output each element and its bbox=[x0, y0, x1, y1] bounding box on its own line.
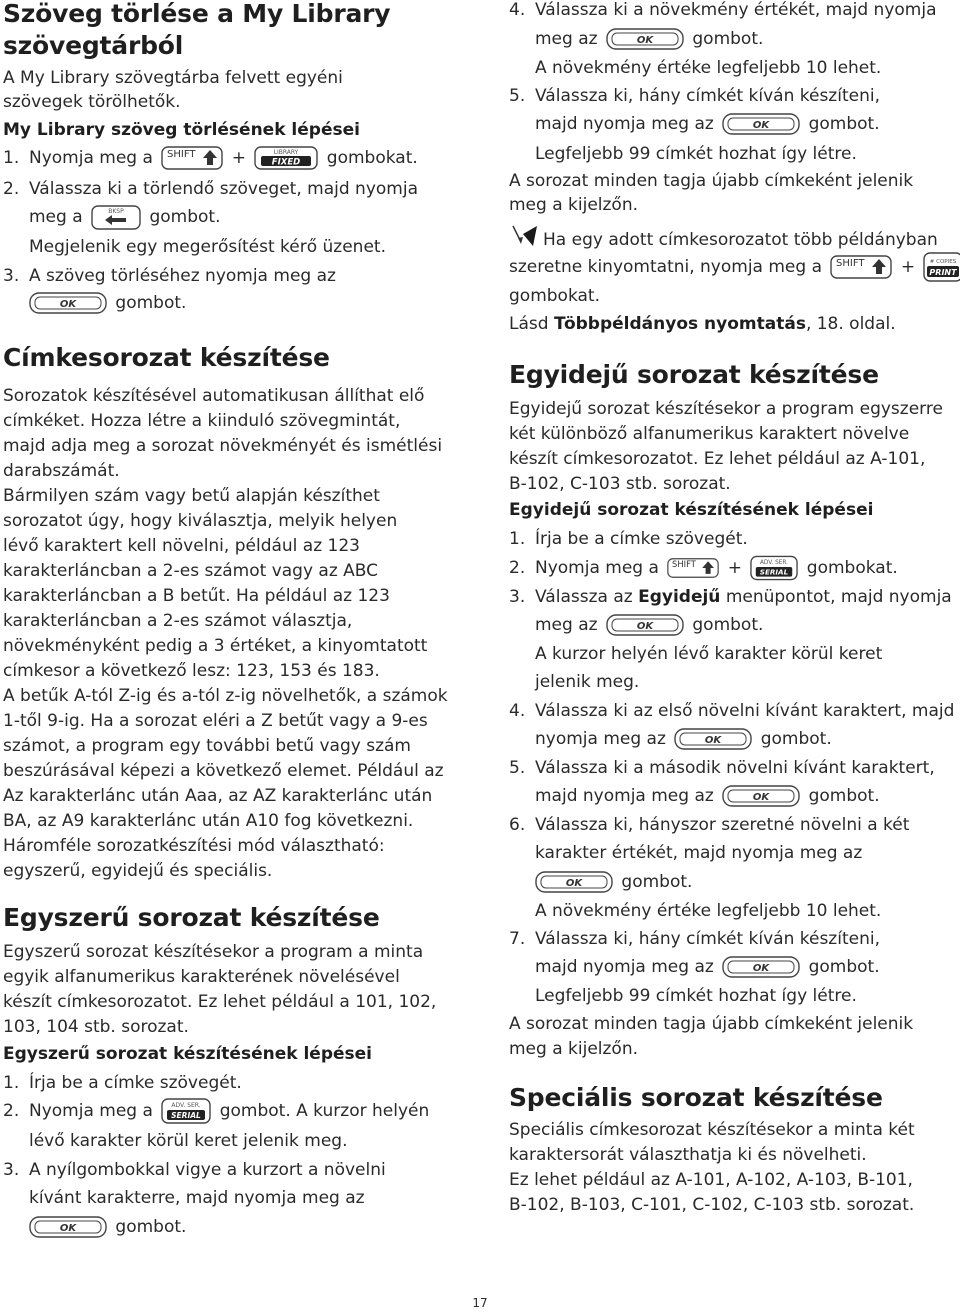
step-number: 3. bbox=[3, 266, 20, 286]
shift-key-icon bbox=[830, 255, 892, 279]
step-text: gombot. bbox=[808, 114, 880, 134]
step-text: gombot. A kurzor helyén bbox=[219, 1101, 430, 1121]
svg-text:LIBRARY: LIBRARY bbox=[274, 149, 299, 156]
section-title: Egyidejű sorozat készítése bbox=[509, 360, 879, 389]
text-line: egyszerű, egyidejű és speciális. bbox=[3, 861, 273, 881]
step-6 bbox=[509, 811, 960, 839]
section-title: Címkesorozat készítése bbox=[3, 343, 330, 372]
text-line: majd adja meg a sorozat növekményét és ismétlési bbox=[3, 436, 443, 456]
step-6-line3 bbox=[509, 868, 960, 896]
step-3-line2 bbox=[3, 1184, 459, 1212]
step-text: gombot. bbox=[692, 29, 764, 49]
svg-text:OK: OK bbox=[753, 963, 770, 974]
text-line: Egyszerű sorozat készítésekor a program a minta bbox=[3, 942, 424, 962]
step-3-line2 bbox=[509, 611, 960, 639]
plus-sign: + bbox=[900, 257, 916, 277]
text-line: 1-től 9-ig. Ha a sorozat eléri a Z betűt vagy a 9-es bbox=[3, 711, 428, 731]
paragraph bbox=[509, 1118, 915, 1218]
section-special-series bbox=[509, 1082, 957, 1215]
cross-reference: Többpéldányos nyomtatás bbox=[553, 314, 806, 334]
step-text: A növekmény értéke legfeljebb 10 lehet. bbox=[535, 901, 882, 921]
step-text: Megjelenik egy megerősítést kérő üzenet. bbox=[29, 237, 386, 257]
svg-text:PRINT: PRINT bbox=[929, 268, 958, 277]
step-text: lévő karakter körül keret jelenik meg. bbox=[29, 1131, 348, 1151]
step-text: Legfeljebb 99 címkét hozhat így létre. bbox=[535, 986, 857, 1006]
step-4-line2 bbox=[509, 25, 960, 53]
step-text: gombokat. bbox=[806, 558, 898, 578]
text-line: darabszámát. bbox=[3, 461, 120, 481]
step-6-line4 bbox=[509, 897, 960, 925]
text-line: számot, a program egy további betű vagy szám bbox=[3, 736, 411, 756]
step-7-line2 bbox=[509, 953, 960, 981]
step-text: meg az bbox=[535, 615, 598, 635]
paragraph bbox=[509, 397, 943, 497]
text-line: sorozatot úgy, hogy kiválasztja, melyik helyen bbox=[3, 511, 398, 531]
step-text: Válassza ki a törlendő szöveget, majd nyomja bbox=[29, 179, 418, 199]
ok-key-icon bbox=[29, 292, 107, 314]
section-simple-series bbox=[3, 902, 455, 1237]
svg-text:ADV. SER.: ADV. SER. bbox=[171, 1102, 201, 1109]
step-5-line3 bbox=[509, 140, 960, 168]
step-text: Válassza ki a második növelni kívánt karaktert, bbox=[535, 758, 935, 778]
text-line: A sorozat minden tagja újabb címkeként jelenik bbox=[509, 1014, 914, 1034]
section-title: Speciális sorozat készítése bbox=[509, 1083, 883, 1112]
text-line: A sorozat minden tagja újabb címkeként jelenik bbox=[509, 171, 914, 191]
text-line: lévő karaktert kell növelni, például az 123 bbox=[3, 536, 360, 556]
svg-text:SERIAL: SERIAL bbox=[760, 567, 789, 577]
step-text: Nyomja meg a bbox=[29, 148, 153, 168]
step-3-line4 bbox=[509, 668, 960, 696]
step-1 bbox=[509, 525, 960, 553]
text-line: címkéket. Hozza létre a kiinduló szövegmintát, bbox=[3, 411, 401, 431]
section-simultaneous-series bbox=[509, 359, 957, 1059]
plus-sign: + bbox=[727, 558, 742, 578]
text-line: két különböző alfanumerikus karaktert növelve bbox=[509, 424, 910, 444]
print-key-icon bbox=[923, 252, 960, 282]
step-7-line3 bbox=[509, 982, 960, 1010]
step-4-line3 bbox=[509, 54, 960, 82]
text-line: Egyidejű sorozat készítésekor a program egyszerre bbox=[509, 399, 943, 419]
text-line: készít címkesorozatot. Ez lehet például az A-101, bbox=[509, 449, 926, 469]
step-text: nyomja meg az bbox=[535, 729, 666, 749]
step-text: jelenik meg. bbox=[535, 672, 640, 692]
step-number: 4. bbox=[509, 0, 526, 20]
step-text: gombokat. bbox=[326, 148, 418, 168]
steps-heading: My Library szöveg törlésének lépései bbox=[3, 120, 360, 140]
step-text: Válassza az bbox=[535, 587, 633, 607]
step-number: 1. bbox=[3, 1073, 20, 1093]
steps-heading: Egyidejű sorozat készítésének lépései bbox=[509, 500, 874, 520]
text-line: meg a kijelzőn. bbox=[509, 1039, 639, 1059]
ok-key-icon bbox=[606, 28, 684, 50]
text-line: Sorozatok készítésével automatikusan állíthat elő bbox=[3, 386, 425, 406]
ok-key-icon bbox=[29, 1216, 107, 1238]
intro-line: szövegek törölhetők. bbox=[3, 92, 181, 112]
svg-text:SERIAL: SERIAL bbox=[171, 1111, 202, 1120]
step-2 bbox=[3, 175, 459, 203]
step-text: Nyomja meg a bbox=[535, 558, 659, 578]
step-text: A szöveg törléséhez nyomja meg az bbox=[29, 266, 336, 286]
section-title: Egyszerű sorozat készítése bbox=[3, 903, 380, 932]
tip-text: szeretne kinyomtatni, nyomja meg a bbox=[509, 257, 823, 277]
serial-key-icon bbox=[750, 555, 798, 581]
step-text: majd nyomja meg az bbox=[535, 957, 714, 977]
text-line: 103, 104 stb. sorozat. bbox=[3, 1017, 189, 1037]
ok-key-icon bbox=[722, 956, 800, 978]
svg-text:BKSP: BKSP bbox=[108, 207, 124, 215]
step-number: 2. bbox=[3, 1101, 20, 1121]
step-text: gombot. bbox=[808, 786, 880, 806]
step-text: gombot. bbox=[808, 957, 880, 977]
step-4 bbox=[509, 0, 960, 24]
menu-option-name: Egyidejű bbox=[638, 587, 721, 607]
step-3 bbox=[509, 583, 960, 611]
shift-key-icon bbox=[161, 146, 223, 170]
text-line: karakterláncban a 2-es számot vagy az ABC bbox=[3, 561, 379, 581]
tip-text: Lásd bbox=[509, 314, 549, 334]
step-3-line3 bbox=[509, 640, 960, 668]
step-text: menüpontot, majd nyomja bbox=[725, 587, 952, 607]
step-2-line3 bbox=[3, 233, 459, 261]
step-text: karakter értékét, majd nyomja meg az bbox=[535, 843, 863, 863]
text-line: Speciális címkesorozat készítésekor a minta két bbox=[509, 1120, 915, 1140]
step-text: Válassza ki, hány címkét kíván készíteni, bbox=[535, 86, 880, 106]
text-line: BA, az A9 karakterlánc után A10 fog következni. bbox=[3, 811, 414, 831]
paragraph bbox=[3, 940, 436, 1040]
step-text: majd nyomja meg az bbox=[535, 786, 714, 806]
paragraph bbox=[3, 384, 448, 884]
svg-text:OK: OK bbox=[59, 299, 77, 310]
intro-line: A My Library szövegtárba felvett egyéni bbox=[3, 68, 343, 88]
step-5-line2 bbox=[509, 110, 960, 138]
step-number: 3. bbox=[509, 587, 526, 607]
step-text: meg a bbox=[29, 207, 83, 227]
step-text: meg az bbox=[535, 29, 598, 49]
text-line: Ez lehet például az A-101, A-102, A-103, B-101, bbox=[509, 1170, 913, 1190]
step-text: Nyomja meg a bbox=[29, 1101, 153, 1121]
plus-sign: + bbox=[231, 148, 246, 168]
step-number: 1. bbox=[3, 148, 20, 168]
step-number: 1. bbox=[509, 529, 526, 549]
step-number: 7. bbox=[509, 929, 526, 949]
step-text: Válassza ki, hányszor szeretné növelni a két bbox=[535, 815, 910, 835]
text-line: karakterláncban a 2-es számot választja, bbox=[3, 611, 353, 631]
svg-text:FIXED: FIXED bbox=[272, 157, 301, 168]
step-2-line2 bbox=[3, 1127, 459, 1155]
section-title: Szöveg törlése a My Library bbox=[3, 0, 391, 28]
step-1 bbox=[3, 1069, 459, 1097]
step-text: gombot. bbox=[760, 729, 832, 749]
step-text: A kurzor helyén lévő karakter körül keret bbox=[535, 644, 883, 664]
step-2 bbox=[3, 1097, 469, 1125]
step-1 bbox=[3, 144, 459, 172]
ok-key-icon bbox=[722, 785, 800, 807]
step-text: A növekmény értéke legfeljebb 10 lehet. bbox=[535, 58, 882, 78]
step-4-line2 bbox=[509, 725, 960, 753]
svg-text:OK: OK bbox=[753, 792, 770, 803]
svg-text:OK: OK bbox=[636, 35, 654, 46]
step-number: 5. bbox=[509, 758, 526, 778]
svg-text:SHIFT: SHIFT bbox=[836, 258, 865, 269]
tip-line bbox=[509, 252, 960, 282]
step-text: A nyílgombokkal vigye a kurzort a növelni bbox=[29, 1160, 386, 1180]
step-2 bbox=[509, 554, 960, 582]
text-line: B-102, C-103 stb. sorozat. bbox=[509, 474, 731, 494]
text-line: meg a kijelzőn. bbox=[509, 195, 639, 215]
text-line: beszúrásával képezi a következő elemet. Például az bbox=[3, 761, 444, 781]
text-line: A betűk A-tól Z-ig és a-tól z-ig növelhetők, a számok bbox=[3, 686, 448, 706]
step-text: Válassza ki az első növelni kívánt karaktert, majd bbox=[535, 701, 955, 721]
svg-text:OK: OK bbox=[59, 1223, 77, 1234]
serial-key-icon bbox=[161, 1098, 211, 1124]
tip-line bbox=[509, 312, 896, 337]
step-text: kívánt karakterre, majd nyomja meg az bbox=[29, 1188, 365, 1208]
tip-text: Ha egy adott címkesorozatot több példányban bbox=[543, 230, 938, 250]
step-text: gombot. bbox=[115, 1217, 187, 1237]
step-number: 4. bbox=[509, 701, 526, 721]
svg-text:ADV. SER.: ADV. SER. bbox=[760, 560, 789, 567]
tip-text: , 18. oldal. bbox=[805, 314, 896, 334]
page-number: 17 bbox=[472, 1296, 488, 1310]
section-label-series bbox=[3, 342, 455, 881]
step-number: 6. bbox=[509, 815, 526, 835]
step-6-line2 bbox=[509, 839, 960, 867]
library-key-icon bbox=[254, 146, 318, 170]
step-number: 3. bbox=[3, 1160, 20, 1180]
text-line: karaktersorát választhatja ki és növelheti. bbox=[509, 1145, 867, 1165]
step-5-line2 bbox=[509, 782, 960, 810]
ok-key-icon bbox=[535, 871, 613, 893]
step-3 bbox=[3, 262, 459, 290]
step-text: gombot. bbox=[149, 207, 221, 227]
svg-text:SHIFT: SHIFT bbox=[167, 149, 196, 160]
step-7 bbox=[509, 925, 960, 953]
svg-text:OK: OK bbox=[705, 735, 722, 746]
svg-text:OK: OK bbox=[565, 878, 583, 889]
step-2-line2 bbox=[3, 203, 459, 231]
step-text: gombot. bbox=[621, 872, 693, 892]
text-line: Bármilyen szám vagy betű alapján készíthet bbox=[3, 486, 380, 506]
step-5 bbox=[509, 754, 960, 782]
step-text: gombot. bbox=[115, 293, 187, 313]
section-title-line2: szövegtárból bbox=[3, 31, 184, 60]
svg-text:OK: OK bbox=[636, 621, 654, 632]
step-number: 2. bbox=[3, 179, 20, 199]
step-text: Válassza ki a növekmény értékét, majd nyomja bbox=[535, 0, 937, 20]
text-line: Háromféle sorozatkészítési mód választható: bbox=[3, 836, 385, 856]
svg-text:OK: OK bbox=[753, 120, 770, 131]
text-line: növekményként pedig a 3 értéket, a kinyomtatott bbox=[3, 636, 428, 656]
step-number: 5. bbox=[509, 86, 526, 106]
svg-text:SHIFT: SHIFT bbox=[672, 559, 697, 570]
step-3-line3 bbox=[3, 1213, 459, 1241]
svg-text:# COPIES: # COPIES bbox=[930, 259, 957, 265]
step-number: 2. bbox=[509, 558, 526, 578]
step-3 bbox=[3, 1156, 459, 1184]
step-text: Írja be a címke szövegét. bbox=[29, 1073, 242, 1093]
step-text: majd nyomja meg az bbox=[535, 114, 714, 134]
steps-heading: Egyszerű sorozat készítésének lépései bbox=[3, 1044, 372, 1064]
text-line: készít címkesorozatot. Ez lehet például a 101, 102, bbox=[3, 992, 437, 1012]
step-text: Válassza ki, hány címkét kíván készíteni, bbox=[535, 929, 880, 949]
step-3-line2 bbox=[3, 289, 459, 317]
text-line: karakterláncban a B betűt. Ha például az 123 bbox=[3, 586, 390, 606]
tip-text: gombokat. bbox=[509, 286, 600, 306]
step-4 bbox=[509, 697, 960, 725]
backspace-key-icon bbox=[91, 205, 141, 230]
ok-key-icon bbox=[606, 614, 684, 636]
ok-key-icon bbox=[674, 728, 752, 750]
text-line: Az karakterlánc után Aaa, az AZ karakterlánc után bbox=[3, 786, 433, 806]
step-text: Írja be a címke szövegét. bbox=[535, 529, 748, 549]
ok-key-icon bbox=[722, 113, 800, 135]
shift-key-icon bbox=[667, 556, 719, 580]
text-line: B-102, B-103, C-101, C-102, C-103 stb. sorozat. bbox=[509, 1195, 915, 1215]
step-text: Legfeljebb 99 címkét hozhat így létre. bbox=[535, 144, 857, 164]
step-text: gombot. bbox=[692, 615, 764, 635]
text-line: egyik alfanumerikus karakterének növelésével bbox=[3, 967, 400, 987]
step-5 bbox=[509, 82, 960, 110]
text-line: címkesor a következő lesz: 123, 153 és 183. bbox=[3, 661, 380, 681]
